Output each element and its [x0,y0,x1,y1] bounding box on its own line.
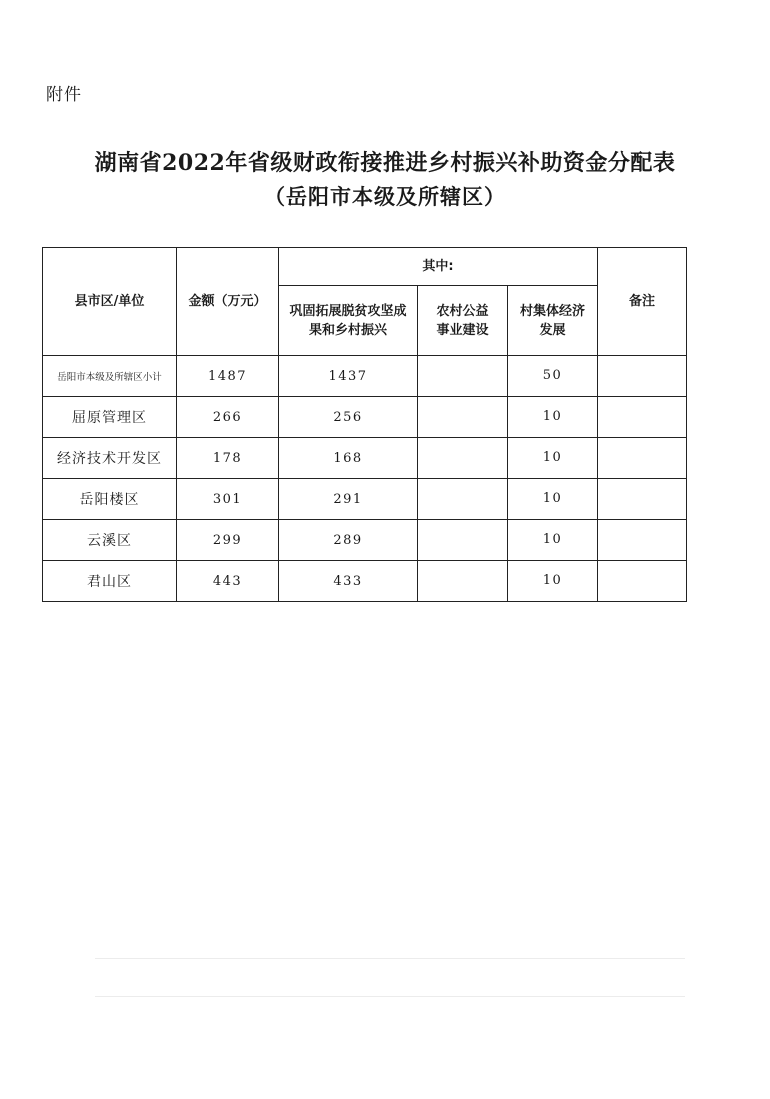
consolidate-cell: 289 [279,520,418,561]
consolidate-cell: 433 [279,561,418,602]
header-rural-public-welfare: 农村公益事业建设 [418,286,508,356]
bleed-through-line [95,958,685,959]
amount-cell: 443 [177,561,279,602]
collective-economy-cell: 10 [508,438,598,479]
public-welfare-cell [418,520,508,561]
table-row [43,561,687,602]
header-unit: 县市区/单位 [43,248,177,356]
unit-cell: 岳阳楼区 [43,479,177,520]
unit-cell: 经济技术开发区 [43,438,177,479]
attachment-label: 附件 [46,85,82,105]
amount-cell: 299 [177,520,279,561]
allocation-table [42,247,687,602]
collective-economy-cell: 10 [508,561,598,602]
header-village-collective-economy: 村集体经济发展 [508,286,598,356]
header-amount: 金额（万元） [177,248,279,356]
collective-economy-cell: 10 [508,520,598,561]
remark-cell [598,438,687,479]
table-row [43,479,687,520]
remark-cell [598,479,687,520]
amount-cell: 178 [177,438,279,479]
remark-cell [598,561,687,602]
consolidate-cell: 1437 [279,356,418,397]
public-welfare-cell [418,397,508,438]
amount-cell: 1487 [177,356,279,397]
table-row [43,356,687,397]
consolidate-cell: 256 [279,397,418,438]
header-remark: 备注 [598,248,687,356]
public-welfare-cell [418,438,508,479]
consolidate-cell: 168 [279,438,418,479]
consolidate-cell: 291 [279,479,418,520]
collective-economy-cell: 10 [508,479,598,520]
title-line-1: 湖南省2022年省级财政衔接推进乡村振兴补助资金分配表 [94,150,676,176]
bleed-through-line [95,996,685,997]
header-of-which: 其中: [279,248,598,286]
collective-economy-cell: 50 [508,356,598,397]
remark-cell [598,356,687,397]
amount-cell: 266 [177,397,279,438]
title-line-2: （岳阳市本级及所辖区） [264,184,506,209]
remark-cell [598,397,687,438]
collective-economy-cell: 10 [508,397,598,438]
public-welfare-cell [418,479,508,520]
unit-cell: 君山区 [43,561,177,602]
amount-cell: 301 [177,479,279,520]
table-row [43,397,687,438]
remark-cell [598,520,687,561]
table-row [43,438,687,479]
unit-cell: 岳阳市本级及所辖区小计 [43,356,177,397]
unit-cell: 屈原管理区 [43,397,177,438]
public-welfare-cell [418,561,508,602]
table-row [43,520,687,561]
public-welfare-cell [418,356,508,397]
unit-cell: 云溪区 [43,520,177,561]
document-title [0,146,770,214]
header-consolidate-poverty: 巩固拓展脱贫攻坚成果和乡村振兴 [279,286,418,356]
